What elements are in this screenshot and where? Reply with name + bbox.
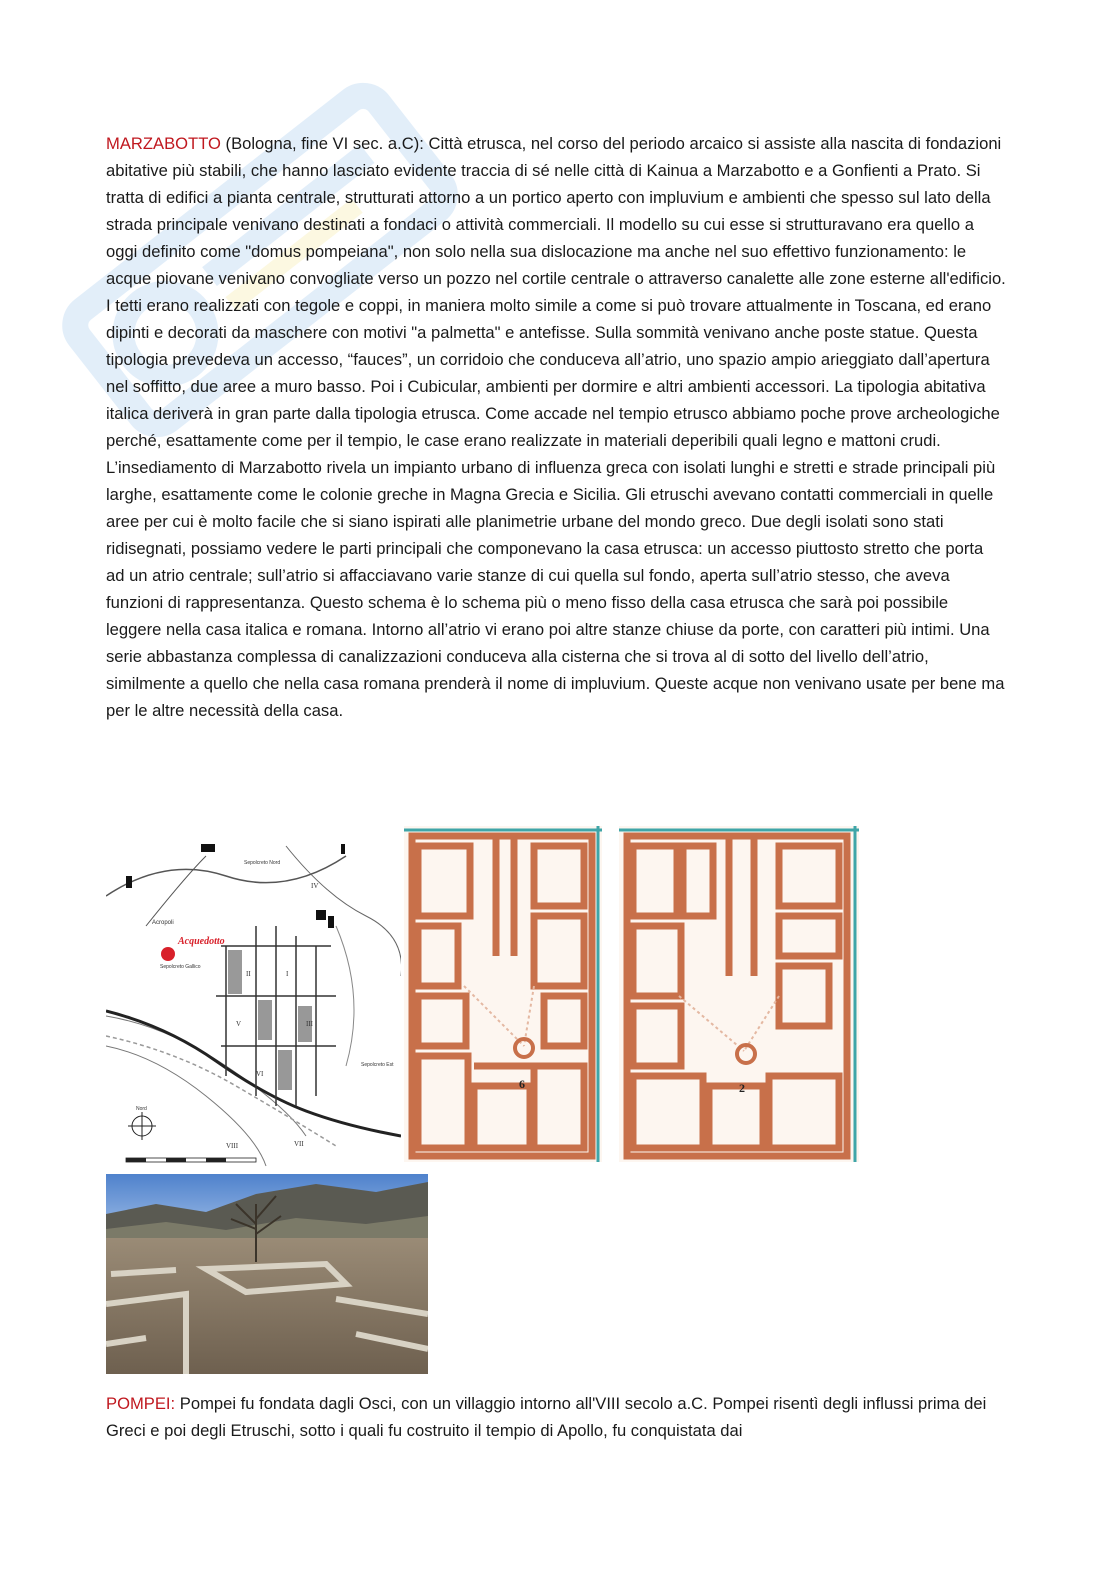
regio-label: V bbox=[236, 1020, 242, 1028]
heading-marzabotto: MARZABOTTO bbox=[106, 134, 221, 153]
regio-label: II bbox=[246, 970, 251, 978]
regio-label: I bbox=[286, 970, 289, 978]
map-label-acquedotto: Acquedotto bbox=[178, 936, 225, 947]
regio-label: IV bbox=[311, 882, 319, 890]
map-label-sepolcreto-nord: Sepolcreto Nord bbox=[244, 860, 281, 866]
regio-label: VII bbox=[294, 1140, 304, 1148]
marzabotto-site-photo bbox=[106, 1174, 428, 1374]
heading-pompei: POMPEI: bbox=[106, 1394, 176, 1413]
map-label-sepolcreto-est: Sepolcreto Est bbox=[361, 1062, 394, 1068]
marzabotto-city-map bbox=[106, 836, 401, 1168]
plan-number-6: 6 bbox=[519, 1077, 525, 1091]
regio-label: VIII bbox=[226, 1142, 239, 1150]
plan-number-2: 2 bbox=[739, 1081, 745, 1095]
regio-label: VI bbox=[256, 1070, 264, 1078]
house-plan-6 bbox=[404, 826, 602, 1162]
paragraph-marzabotto bbox=[106, 130, 1006, 724]
body-pompei: Pompei fu fondata dagli Osci, con un villaggio intorno all'VIII secolo a.C. Pompei risentì degli influssi prima dei Greci e poi degli Etruschi, sotto i quali fu costruito il tempio di Apollo, fu conquistata dai bbox=[106, 1394, 987, 1440]
map-label-acropoli: Acropoli bbox=[152, 920, 174, 926]
house-plan-2 bbox=[619, 826, 859, 1162]
body-marzabotto: (Bologna, fine VI sec. a.C): Città etrusca, nel corso del periodo arcaico si assiste alla nascita di fondazioni abitative più stabili, che hanno lasciato evidente traccia di sé nelle città di Kainua a Marzabotto e a Gonfienti a Prato. Si tratta di edifici a pianta centrale, strutturati attorno a un portico aperto con impluvium e ambienti che spesso sul lato della strada principale venivano destinati a fondaci o attività commerciali. Il modello su cui esse si strutturavano era quello a oggi definito come "domus pompeiana", non solo nella sua dislocazione ma anche nel suo effettivo funzionamento: le acque piovane venivano convogliate verso un pozzo nel cortile centrale o attraverso canalette alle zone esterne all'edificio. I tetti erano realizzati con tegole e coppi, in maniera molto simile a come si può trovare attualmente in Toscana, ed erano dipinti e decorati da maschere con motivi "a palmetta" e antefisse. Sulla sommità venivano anche poste statue. Questa tipologia prevedeva un accesso, “fauces”, un corridoio che conduceva all’atrio, uno spazio ampio arieggiato dall’apertura nel soffitto, due aree a muro basso. Poi i Cubicular, ambienti per dormire e altri ambienti accessori. La tipologia abitativa italica deriverà in gran parte dalla tipologia etrusca. Come accade nel tempio etrusco abbiamo poche prove archeologiche perché, esattamente come per il tempio, le case erano realizzate in materiali deperibili quali legno e mattoni crudi. L’insediamento di Marzabotto rivela un impianto urbano di influenza greca con isolati lunghi e stretti e strade principali più larghe, esattamente come le colonie greche in Magna Grecia e Sicilia. Gli etruschi avevano contatti commerciali in quelle aree per cui è molto facile che si siano ispirati alle planimetrie urbane del mondo greco. Due degli isolati sono stati ridisegnati, possiamo vedere le parti principali che componevano la casa etrusca: un accesso piuttosto stretto che porta ad un atrio centrale; sull’atrio si affacciavano varie stanze di cui quella sul fondo, aperta sull’atrio stesso, che aveva funzioni di rappresentanza. Questo schema è lo schema più o meno fisso della casa etrusca che sarà poi possibile leggere nella casa italica e romana. Intorno all’atrio vi erano poi altre stanze chiuse da porte, con caratteri più intimi. Una serie abbastanza complessa di canalizzazioni conduceva alla cisterna che si trova al di sotto del livello dell’atrio, similmente a quello che nella casa romana prenderà il nome di impluvium. Queste acque non venivano usate per bene ma per le altre necessità della casa. bbox=[106, 134, 1006, 720]
paragraph-pompei bbox=[106, 1390, 1006, 1444]
regio-label: III bbox=[306, 1020, 313, 1028]
map-label-sepolcreto-gallico: Sepolcreto Gallico bbox=[160, 964, 201, 970]
map-label-north: Nord bbox=[136, 1106, 147, 1112]
